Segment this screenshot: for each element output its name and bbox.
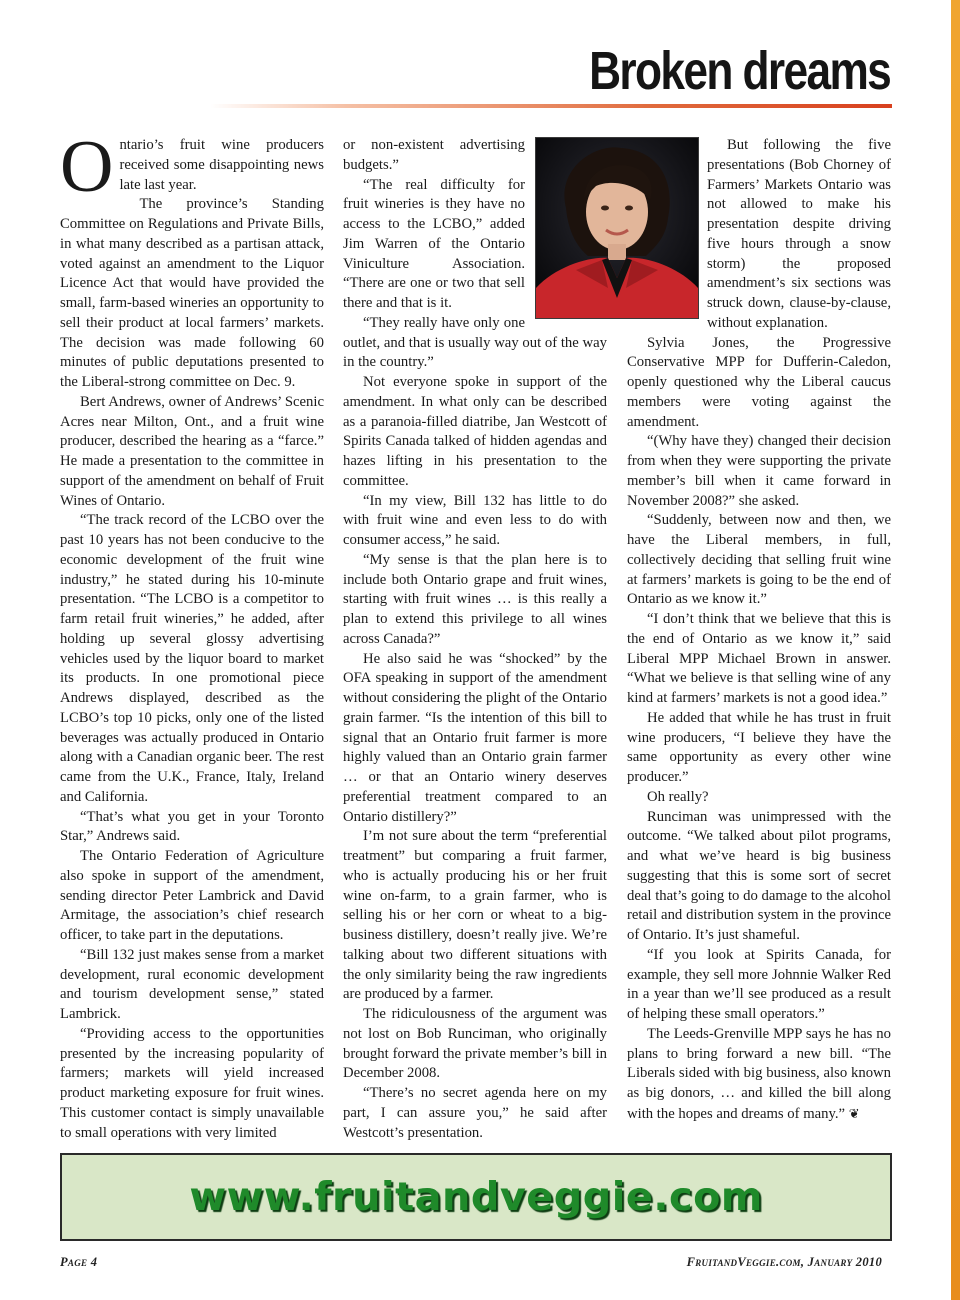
paragraph: “(Why have they) changed their decision from when they were supporting the private member’s bill when it came forward in November 2008?” she asked. [627, 433, 891, 509]
paragraph: “That’s what you get in your Toronto Star,” Andrews said. [60, 808, 324, 845]
article-column-1 [60, 136, 324, 1146]
paragraph [627, 1025, 891, 1125]
paragraph: He also said he was “shocked” by the OFA speaking in support of the amendment without considering the plight of the Ontario grain farmer. “Is the intention of this bill to signal that an Ontario fruit farmer is more highly valued than an Ontario grain farmer … or that an Ontario winery deserves preferential treatment compared to an Ontario distillery?” [343, 650, 607, 825]
lead-text: ntario’s fruit wine producers received some disappointing news late last year. [119, 137, 324, 193]
banner-url[interactable]: www.fruitandveggie.com [189, 1174, 763, 1220]
portrait-illustration [536, 138, 698, 318]
paragraph: “The track record of the LCBO over the past 10 years has not been conducive to the economic development of the fruit wine industry,” he stated during his 10-minute presentation. “The LCBO is a competitor to farm retail fruit wineries,” he added, after holding up several glossy advertising vehicles used by the liquor board to market its products. In one promotional piece Andrews displayed, described as the LCBO’s top 10 picks, only one of the listed beverages was actually produced in Ontario along with a Canadian organic beer. The rest came from the U.K., France, Italy, Ireland and California. [60, 512, 324, 805]
paragraph: “Providing access to the opportunities presented by the increasing popularity of farmers; markets will yield increased product marketing exposure for fruit wines. This customer contact is simply unavailable to small operations with very limited [60, 1025, 324, 1141]
paragraph: or non-existent advertising budgets.” [343, 137, 525, 173]
page-number: Page 4 [60, 1255, 98, 1269]
paragraph: Bert Andrews, owner of Andrews’ Scenic Acres near Milton, Ont., and a fruit wine producer, described the hearing as a “farce.” He made a presentation to the committee in support of the amendment on behalf of Fruit Wines of Ontario. [60, 393, 324, 509]
paragraph: “My sense is that the plan here is to include both Ontario grape and fruit wines, starting with fruit wines … is this really a plan to extend this privilege to all wines across Canada?” [343, 551, 607, 647]
paragraph: “In my view, Bill 132 has little to do with fruit wine and even less to do with consumer access,” he said. [343, 492, 607, 548]
paragraph: “There’s no secret agenda here on my part, I can assure you,” he said after Westcott’s presentation. [343, 1085, 607, 1141]
paragraph: He added that while he has trust in fruit wine producers, “I believe they have the same opportunity as every other wine producer.” [627, 709, 891, 785]
paragraph: The ridiculousness of the argument was not lost on Bob Runciman, who originally brought forward the private member’s bill in December 2008. [343, 1006, 607, 1082]
headline-rule [210, 104, 892, 108]
issue-info: FruitandVeggie.com, January 2010 [686, 1255, 882, 1269]
page-edge-strip [951, 0, 960, 1300]
website-banner[interactable] [60, 1153, 892, 1241]
portrait-photo [535, 137, 699, 319]
paragraph: “They really have only one outlet, and that is usually way out of the way in the country.” [343, 314, 607, 371]
paragraph: The Ontario Federation of Agriculture also spoke in support of the amendment, sending director Peter Lambrick and David Armitage, the association’s chief research officer, to take part in the deputations. [60, 848, 324, 943]
paragraph: Sylvia Jones, the Progressive Conservative MPP for Dufferin-Caledon, openly questioned why the Liberal caucus members were voting against the amendment. [627, 334, 891, 430]
lead-paragraph [60, 136, 324, 208]
final-paragraph-text: The Leeds-Grenville MPP says he has no plans to bring forward a new bill. “The Liberals sided with big business, also known as big donors, … and killed the bill along with the hopes and dreams of many.” [627, 1025, 891, 1122]
paragraph: Not everyone spoke in support of the amendment. In what only can be described as a paranoia-filled diatribe, Jan Westcott of Spirits Canada talked of hidden agendas and hazes lifting in his presentation to the committee. [343, 374, 607, 489]
paragraph: “The real difficulty for fruit wineries is they have no access to the LCBO,” added Jim Warren of the Ontario Viniculture Association. “There are one or two that sell there and that is it. [343, 176, 525, 311]
paragraph: “Bill 132 just makes sense from a market development, rural economic development and tourism development sense,” stated Lambrick. [60, 946, 324, 1022]
headline: Broken dreams [588, 41, 890, 101]
paragraph: “If you look at Spirits Canada, for example, they sell more Johnnie Walker Red in a year than we’ll see produced as a result of helping these small operators.” [627, 946, 891, 1022]
paragraph: “Suddenly, between now and then, we have the Liberal members, in full, collectively deciding that selling fruit wine at farmers’ markets is going to be the end of Ontario as we know it.” [627, 512, 891, 608]
paragraph: “I don’t think that we believe that this is the end of Ontario as we know it,” said Liberal MPP Michael Brown in answer. “What we believe is that selling wine of any kind at farmers’ markets is not a good idea.” [627, 611, 891, 706]
paragraph: But following the five presentations (Bob Chorney of Farmers’ Markets Ontario was not allowed to make his presentation despite driving five hours through a snow storm) the proposed amendment’s six sections was struck down, clause-by-clause, without explanation. [707, 137, 891, 331]
paragraph: Runciman was unimpressed with the outcome. “We talked about pilot programs, and what we’ve heard is big business suggesting that this is some sort of secret deal that’s going to do damage to the alcohol retail and distribution system in the province of Ontario. It’s just shameful. [627, 808, 891, 943]
end-mark-icon: ❦ [848, 1105, 860, 1121]
paragraph: The province’s Standing Committee on Regulations and Private Bills, in what many described as a partisan attack, voted against an amendment to the Liquor Licence Act that would have provided the small, farm-based wineries an opportunity to sell their product at local farmers’ markets. The decision was made following 60 minutes of public deputations presented to the Liberal-strong committee on Dec. 9. [60, 196, 324, 390]
paragraph: Oh really? [647, 788, 709, 805]
drop-cap: O [60, 136, 114, 208]
paragraph: I’m not sure about the term “preferential treatment” but comparing a fruit farmer, who is actually producing his or her fruit wine on-farm, to a grain farmer, who is selling his or her corn or wheat to a big-business distillery, doesn’t really jive. We’re talking about two different situations with the only similarity being the raw ingredients are produced by a farmer. [343, 828, 607, 1003]
